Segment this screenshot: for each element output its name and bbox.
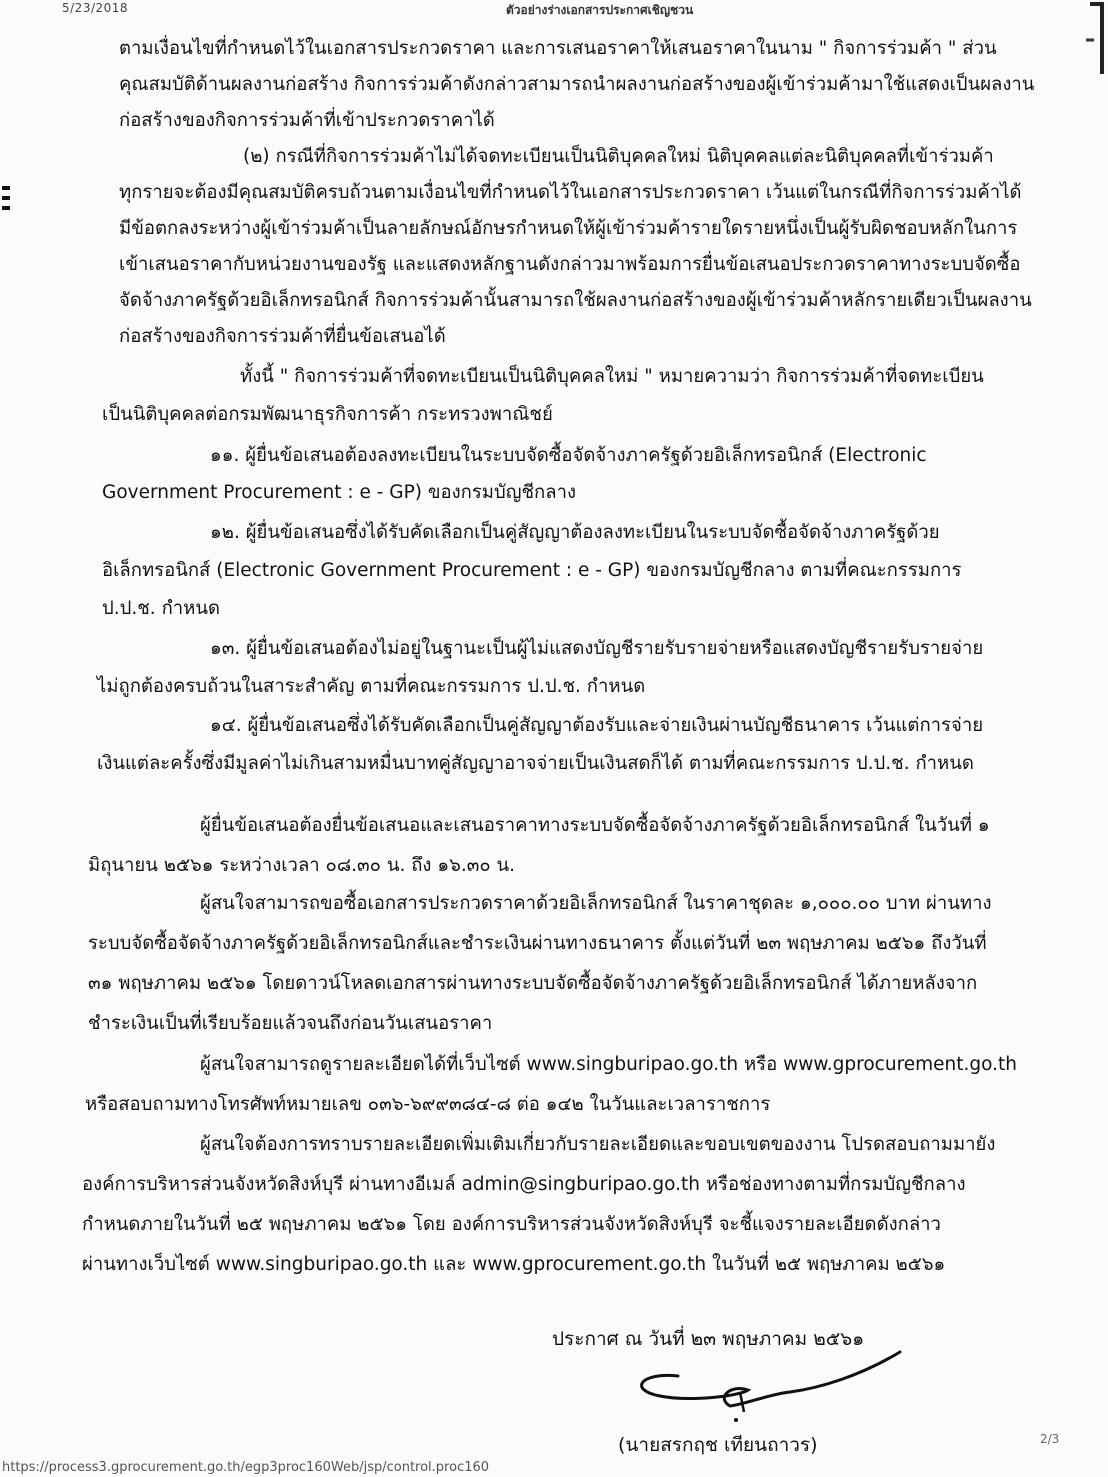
body-line: ผู้สนใจต้องการทราบรายละเอียดเพิ่มเติมเกี่ยวกับรายละเอียดและขอบเขตของงาน โปรดสอบถามมายัง <box>200 1134 996 1155</box>
body-line: อิเล็กทรอนิกส์ (Electronic Government Procurement : e - GP) ของกรมบัญชีกลาง ตามที่คณะกรรมการ <box>102 560 962 581</box>
body-line: หรือสอบถามทางโทรศัพท์หมายเลข ๐๓๖-๖๙๙๓๘๔-๘ ต่อ ๑๔๒ ในวันและเวลาราชการ <box>85 1094 771 1115</box>
body-line: ๑๓. ผู้ยื่นข้อเสนอต้องไม่อยู่ในฐานะเป็นผู้ไม่แสดงบัญชีรายรับรายจ่ายหรือแสดงบัญชีรายรับรายจ่าย <box>210 638 984 659</box>
body-line: ไม่ถูกต้องครบถ้วนในสาระสำคัญ ตามที่คณะกรรมการ ป.ป.ช. กำหนด <box>97 676 646 697</box>
body-line: ป.ป.ช. กำหนด <box>102 598 221 619</box>
body-line: ระบบจัดซื้อจัดจ้างภาครัฐด้วยอิเล็กทรอนิกส์และชำระเงินผ่านทางธนาคาร ตั้งแต่วันที่ ๒๓ พฤษภาคม ๒๕๖๑ ถึงวันที่ <box>88 933 987 954</box>
body-line: ๓๑ พฤษภาคม ๒๕๖๑ โดยดาวน์โหลดเอกสารผ่านทางระบบจัดซื้อจัดจ้างภาครัฐด้วยอิเล็กทรอนิกส์ ได้ภายหลังจาก <box>88 973 978 994</box>
body-line: กำหนดภายในวันที่ ๒๕ พฤษภาคม ๒๕๖๑ โดย องค์การบริหารส่วนจังหวัดสิงห์บุรี จะชี้แจงรายละเอียดดังกล่าว <box>82 1214 941 1235</box>
body-line: องค์การบริหารส่วนจังหวัดสิงห์บุรี ผ่านทางอีเมล์ admin@singburipao.go.th หรือช่องทางตามที่กรมบัญชีกลาง <box>82 1174 966 1195</box>
body-line: เงินแต่ละครั้งซึ่งมีมูลค่าไม่เกินสามหมื่นบาทคู่สัญญาอาจจ่ายเป็นเงินสดก็ได้ ตามที่คณะกรรมการ ป.ป.ช. กำหนด <box>97 753 974 774</box>
body-line: ชำระเงินเป็นที่เรียบร้อยแล้วจนถึงก่อนวันเสนอราคา <box>88 1013 493 1034</box>
body-line: ก่อสร้างของกิจการร่วมค้าที่เข้าประกวดราคาได้ <box>119 110 495 131</box>
body-line: ก่อสร้างของกิจการร่วมค้าที่ยื่นข้อเสนอได้ <box>119 326 446 347</box>
body-line: เป็นนิติบุคคลต่อกรมพัฒนาธุรกิจการค้า กระทรวงพาณิชย์ <box>102 404 553 425</box>
body-line: คุณสมบัติด้านผลงานก่อสร้าง กิจการร่วมค้าดังกล่าวสามารถนำผลงานก่อสร้างของผู้เข้าร่วมค้ามาใช้แสดงเป็นผลงาน <box>119 74 1035 95</box>
body-line: ผู้สนใจสามารถดูรายละเอียดได้ที่เว็บไซต์ www.singburipao.go.th หรือ www.gprocurement.go.th <box>200 1054 1018 1075</box>
body-line: ๑๔. ผู้ยื่นข้อเสนอซึ่งได้รับคัดเลือกเป็นคู่สัญญาต้องรับและจ่ายเงินผ่านบัญชีธนาคาร เว้นแต่การจ่าย <box>210 715 984 736</box>
body-line: มิถุนายน ๒๕๖๑ ระหว่างเวลา ๐๘.๓๐ น. ถึง ๑๖.๓๐ น. <box>88 855 516 876</box>
body-line: ๑๒. ผู้ยื่นข้อเสนอซึ่งได้รับคัดเลือกเป็นคู่สัญญาต้องลงทะเบียนในระบบจัดซื้อจัดจ้างภาครัฐด้วย <box>210 522 940 543</box>
body-line: ทั้งนี้ " กิจการร่วมค้าที่จดทะเบียนเป็นนิติบุคคลใหม่ " หมายความว่า กิจการร่วมค้าที่จดทะเบียน <box>240 366 984 387</box>
handwritten-signature <box>620 1346 910 1436</box>
body-line: ทุกรายจะต้องมีคุณสมบัติครบถ้วนตามเงื่อนไขที่กำหนดไว้ในเอกสารประกวดราคา เว้นแต่ในกรณีที่กิจการร่วมค้าได้ <box>119 182 1022 203</box>
body-line: มีข้อตกลงระหว่างผู้เข้าร่วมค้าเป็นลายลักษณ์อักษรกำหนดให้ผู้เข้าร่วมค้ารายใดรายหนึ่งเป็นผู้รับผิดชอบหลักในการ <box>119 218 1018 239</box>
scan-margin-mark <box>0 180 14 220</box>
body-line: Government Procurement : e - GP) ของกรมบัญชีกลาง <box>102 482 577 503</box>
body-line: ๑๑. ผู้ยื่นข้อเสนอต้องลงทะเบียนในระบบจัดซื้อจัดจ้างภาครัฐด้วยอิเล็กทรอนิกส์ (Electronic <box>210 445 927 466</box>
body-line: ผู้ยื่นข้อเสนอต้องยื่นข้อเสนอและเสนอราคาทางระบบจัดซื้อจัดจ้างภาครัฐด้วยอิเล็กทรอนิกส์ ในวันที่ ๑ <box>200 815 990 836</box>
page-number: 2/3 <box>1040 1432 1060 1446</box>
document-header-title: ตัวอย่างร่างเอกสารประกาศเชิญชวน <box>506 3 694 17</box>
body-line: เข้าเสนอราคากับหน่วยงานของรัฐ และแสดงหลักฐานดังกล่าวมาพร้อมการยื่นข้อเสนอประกวดราคาทางระบบจัดซื้อ <box>119 254 1021 275</box>
announcement-date: ประกาศ ณ วันที่ ๒๓ พฤษภาคม ๒๕๖๑ <box>552 1328 865 1350</box>
scan-edge-mark <box>1084 0 1108 78</box>
body-line: ตามเงื่อนไขที่กำหนดไว้ในเอกสารประกวดราคา และการเสนอราคาให้เสนอราคาในนาม " กิจการร่วมค้า " ส่วน <box>119 38 997 59</box>
body-line: ผ่านทางเว็บไซต์ www.singburipao.go.th และ www.gprocurement.go.th ในวันที่ ๒๕ พฤษภาคม ๒๕๖๑ <box>82 1254 946 1275</box>
print-date: 5/23/2018 <box>62 1 129 15</box>
body-line: ผู้สนใจสามารถขอซื้อเอกสารประกวดราคาด้วยอิเล็กทรอนิกส์ ในราคาชุดละ ๑,๐๐๐.๐๐ บาท ผ่านทาง <box>200 893 992 914</box>
body-line: จัดจ้างภาครัฐด้วยอิเล็กทรอนิกส์ กิจการร่วมค้านั้นสามารถใช้ผลงานก่อสร้างของผู้เข้าร่วมค้าหลักรายเดียวเป็นผลงาน <box>119 290 1032 311</box>
signer-name: (นายสรกฤช เทียนถาวร) <box>618 1434 818 1456</box>
body-line: (๒) กรณีที่กิจการร่วมค้าไม่ได้จดทะเบียนเป็นนิติบุคคลใหม่ นิติบุคคลแต่ละนิติบุคคลที่เข้าร่วมค้า <box>243 146 994 167</box>
footer-url: https://process3.gprocurement.go.th/egp3proc160Web/jsp/control.proc160 <box>2 1460 490 1475</box>
